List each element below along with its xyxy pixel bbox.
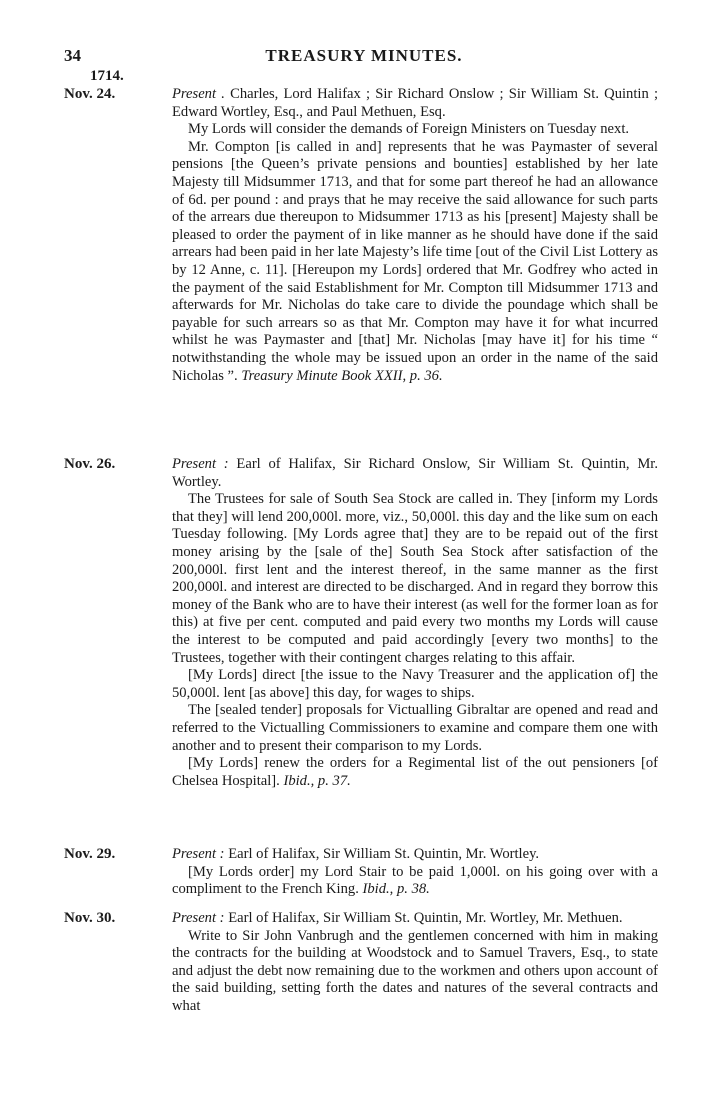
present-line — [172, 86, 658, 121]
present-label: Present : — [172, 910, 225, 926]
paragraph-text: [My Lords order] my Lord Stair to be paid 1,000l. on his going over with a compliment to the French King. — [172, 863, 658, 898]
present-label: Present : — [172, 456, 229, 472]
page-number: 34 — [64, 46, 81, 65]
paragraph — [172, 139, 658, 385]
paragraph — [172, 755, 658, 790]
entry-body — [172, 456, 658, 790]
entry-body — [172, 86, 658, 385]
present-label: Present : — [172, 846, 225, 862]
entry-body — [172, 846, 658, 899]
source-reference: Treasury Minute Book XXII, p. 36. — [241, 367, 443, 384]
paragraph-text: [My Lords] renew the orders for a Regimental list of the out pensioners [of Chelsea Hospital]. — [172, 755, 658, 789]
present-names: Earl of Halifax, Sir William St. Quintin, Mr. Wortley, Mr. Methuen. — [224, 910, 623, 926]
entry-date: Nov. 30. — [64, 910, 116, 926]
entry-date: Nov. 29. — [64, 846, 116, 862]
paragraph — [172, 864, 658, 899]
entry-body — [172, 910, 658, 1016]
source-reference: Ibid., p. 37. — [283, 772, 351, 789]
paragraph-text: Mr. Compton [is called in and] represents that he was Paymaster of several pensions [the Queen’s private pensions and bounties] established by her late Majesty till Midsummer 1713, and that for some part thereof he had an allowance of 6d. per pound : and prays that he may receive the said allowance for such parts of the arrears due thereupon to Midsummer 1713 as his [present] Majesty shall be pleased to order the payment of in like manner as he should have done if the said arrears had been paid in her late Majesty’s life time [out of the Civil List Lottery as by 12 Anne, c. 11]. [Hereupon my Lords] ordered that Mr. Godfrey who acted in the payment of the said Establishment for Mr. Compton till Midsummer 1713 and afterwards for Mr. Nicholas do take care to divide the poundage which shall be payable for such arrears so as that Mr. Compton may have it for what incurred whilst he was Paymaster and [that] Mr. Nicholas [may have it] for his time “ notwithstanding the whole may be issued upon an order in the name of the said Nicholas ”. — [172, 138, 658, 384]
present-line — [172, 846, 658, 864]
present-label: Present . — [172, 86, 225, 102]
paragraph: Write to Sir John Vanbrugh and the gentlemen concerned with him in making the contracts for the building at Woodstock and to Samuel Travers, Esq., to state and adjust the debt now remaining due to the workmen and others upon account of the said building, setting forth the dates and natures of the several contracts and what — [172, 927, 658, 1014]
entry-date: Nov. 24. — [64, 86, 116, 102]
paragraph: [My Lords] direct [the issue to the Navy Treasurer and the application of] the 50,000l. lent [as above] this day, for wages to ships. — [172, 667, 658, 701]
present-line — [172, 456, 658, 491]
year-marker: 1714. — [90, 68, 124, 84]
paragraph: The [sealed tender] proposals for Victualling Gibraltar are opened and read and referred to the Victualling Commissioners to examine and compare them one with another and to present their comparison to my Lords. — [172, 702, 658, 754]
present-names: Earl of Halifax, Sir Richard Onslow, Sir William St. Quintin, Mr. Wortley. — [172, 456, 659, 490]
present-line — [172, 910, 658, 928]
paragraph: My Lords will consider the demands of Foreign Ministers on Tuesday next. — [188, 121, 630, 138]
present-names: Earl of Halifax, Sir William St. Quintin, Mr. Wortley. — [224, 846, 540, 862]
source-reference: Ibid., p. 38. — [362, 881, 430, 898]
entry-date: Nov. 26. — [64, 456, 116, 472]
present-names: Charles, Lord Halifax ; Sir Richard Onslow ; Sir William St. Quintin ; Edward Wortley, Esq., and Paul Methuen, Esq. — [172, 86, 658, 120]
paragraph: The Trustees for sale of South Sea Stock are called in. They [inform my Lords that they] will lend 200,000l. more, viz., 50,000l. this day and the like sum on each Tuesday following. [My Lords agree that] they are to be repaid out of the first money arising by the [sale of the] South Sea Stock after satisfaction of the 200,000l. first lent and the interest thereof, in the same manner as the first 200,000l. and interest are directed to be discharged. And in regard they borrow this money of the Bank who are to have their interest (as well for the former loan as for this) at five per cent. computed and paid every two months my Lords will cause the interest to be computed and paid accordingly [every two months] to the Trustees, together with their contingent charges relating to this affair. — [172, 491, 658, 666]
running-head: TREASURY MINUTES. — [265, 46, 463, 65]
